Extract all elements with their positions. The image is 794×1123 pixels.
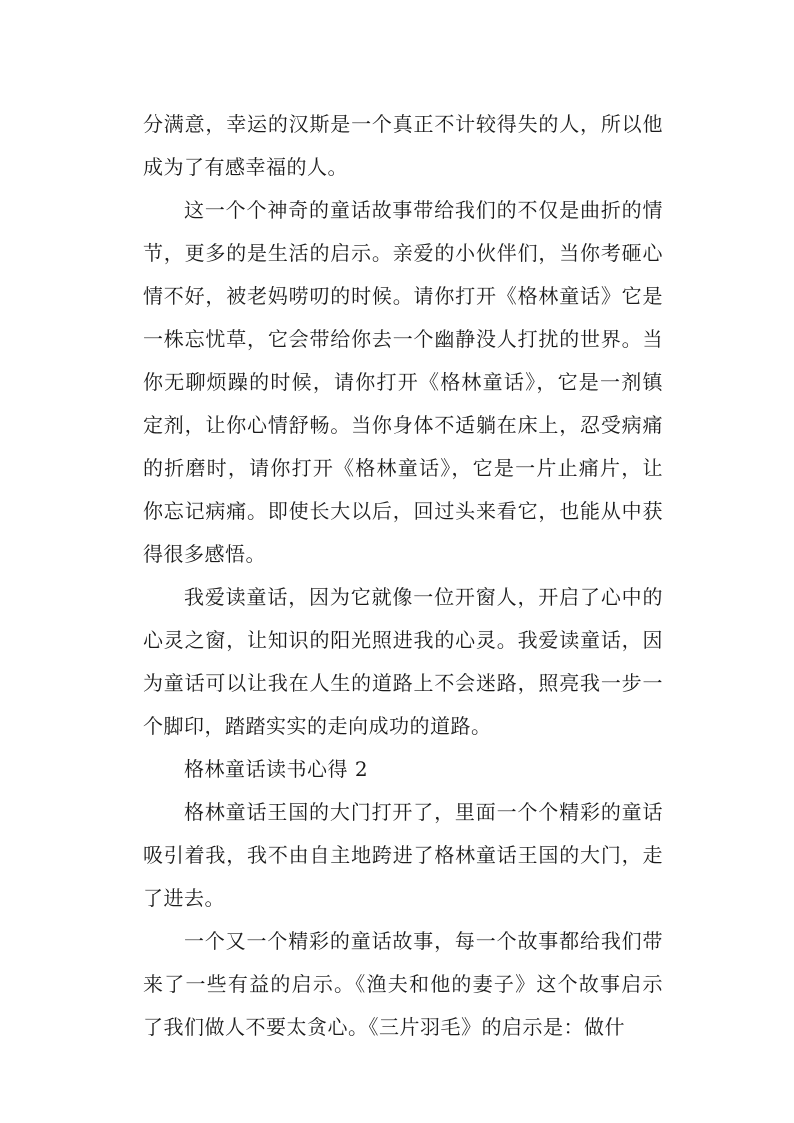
section-heading: 格林童话读书心得 2	[184, 757, 369, 781]
document-body	[143, 103, 663, 1049]
paragraph-story-lessons: 一个又一个精彩的童话故事，每一个故事都给我们带来了一些有益的启示。《渔夫和他的妻子》这个故事启示了我们做人不要太贪心。《三片羽毛》的启示是：做什	[143, 929, 663, 1039]
paragraph-fairy-tale-inspiration: 这一个个神奇的童话故事带给我们的不仅是曲折的情节，更多的是生活的启示。亲爱的小伙伴们，当你考砸心情不好，被老妈唠叨的时候。请你打开《格林童话》它是一株忘忧草，它会带给你去一个幽静没人打扰的世界。当你无聊烦躁的时候，请你打开《格林童话》，它是一剂镇定剂，让你心情舒畅。当你身体不适躺在床上，忍受病痛的折磨时，请你打开《格林童话》，它是一片止痛片，让你忘记病痛。即使长大以后，回过头来看它，也能从中获得很多感悟。	[143, 198, 663, 566]
paragraph-continuation: 分满意，幸运的汉斯是一个真正不计较得失的人，所以他成为了有感幸福的人。	[143, 112, 663, 179]
paragraph-love-reading: 我爱读童话，因为它就像一位开窗人，开启了心中的心灵之窗，让知识的阳光照进我的心灵。我爱读童话，因为童话可以让我在人生的道路上不会迷路，照亮我一步一个脚印，踏踏实实的走向成功的道路。	[143, 585, 663, 738]
paragraph-kingdom-door: 格林童话王国的大门打开了，里面一个个精彩的童话吸引着我，我不由自主地跨进了格林童话王国的大门，走了进去。	[143, 800, 663, 910]
